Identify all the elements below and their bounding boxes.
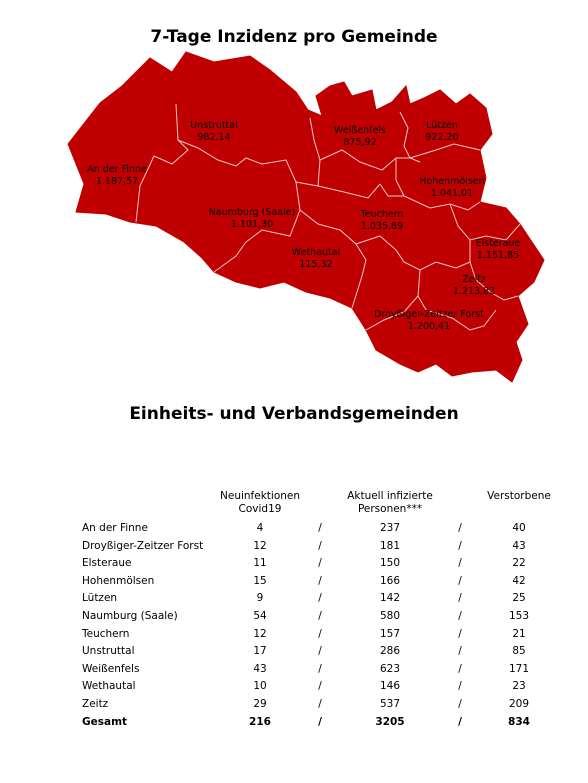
table-row (82, 520, 558, 538)
separator: / (458, 627, 462, 640)
separator: / (458, 574, 462, 587)
header-deaths (480, 490, 558, 516)
municipality-name: Droyßiger-Zeitzer Forst (82, 539, 204, 552)
separator: / (318, 574, 322, 587)
map-region-teuchern (360, 209, 404, 232)
municipality-name: An der Finne (82, 522, 148, 534)
new-infections-value: 9 (256, 592, 264, 605)
new-infections-value: 11 (253, 557, 267, 570)
separator: / (458, 539, 462, 552)
table-total-row (82, 714, 558, 732)
new-infections-value: 54 (253, 609, 267, 622)
deaths-value: 85 (512, 645, 526, 658)
table-row (82, 538, 558, 556)
active-infections-value: 286 (379, 645, 401, 658)
region-name: Droyßiger-Zeitzer Forst (374, 309, 484, 320)
separator: / (458, 697, 462, 710)
municipality-name: Lützen (82, 592, 118, 605)
header-municipality (82, 490, 220, 516)
table-row (82, 573, 558, 591)
separator: / (458, 609, 462, 622)
deaths-value: 23 (512, 680, 526, 693)
table-row (82, 626, 558, 644)
header-new-line2: Covid19 (238, 503, 282, 515)
deaths-value: 22 (512, 557, 526, 570)
table-row (82, 696, 558, 714)
separator: / (318, 645, 322, 658)
deaths-value: 42 (512, 574, 526, 587)
header-active-infections (340, 490, 440, 516)
region-name: Lützen (426, 120, 458, 131)
region-incidence-value: 1.213,82 (452, 286, 496, 297)
separator: / (318, 592, 322, 605)
new-infections-value: 12 (253, 627, 267, 640)
new-infections-value: 4 (256, 522, 264, 534)
deaths-value: 171 (508, 662, 530, 675)
municipality-name: Unstruttal (82, 645, 135, 658)
deaths-value: 25 (512, 592, 526, 605)
separator: / (458, 662, 462, 675)
table-row (82, 608, 558, 626)
municipality-name: Zeitz (82, 697, 109, 710)
new-infections-value: 216 (249, 715, 271, 728)
header-new-infections (220, 490, 300, 516)
region-name: Unstruttal (190, 120, 238, 131)
active-infections-value: 3205 (375, 715, 405, 728)
district-outline (68, 52, 544, 382)
table-title: Einheits- und Verbandsgemeinden (129, 404, 459, 424)
region-name: Weißenfels (334, 125, 386, 136)
region-name: Zeitz (462, 274, 486, 285)
separator: / (318, 697, 322, 710)
header-new-line1: Neuinfektionen (220, 490, 301, 502)
region-name: Teuchern (360, 209, 404, 220)
region-incidence-value: 1.151,85 (476, 250, 520, 261)
municipality-name: Elsteraue (82, 557, 132, 570)
municipality-name: Naumburg (Saale) (82, 609, 178, 622)
new-infections-value: 10 (253, 680, 267, 693)
deaths-value: 21 (512, 627, 526, 640)
deaths-value: 40 (512, 522, 526, 534)
new-infections-value: 12 (253, 539, 267, 552)
table-row (82, 555, 558, 573)
table-row (82, 643, 558, 661)
table-header-row (82, 490, 558, 516)
region-name: Hohenmölsen (419, 176, 485, 187)
new-infections-value: 43 (253, 662, 267, 675)
deaths-value: 834 (508, 715, 530, 728)
region-incidence-value: 115,32 (299, 259, 333, 270)
separator: / (318, 627, 322, 640)
table-row (82, 590, 558, 608)
region-name: An der Finne (87, 164, 147, 175)
region-incidence-value: 875,92 (343, 137, 377, 148)
active-infections-value: 537 (379, 697, 401, 710)
separator: / (458, 680, 462, 693)
region-incidence-value: 1.101,30 (230, 219, 274, 230)
map-region-an-der-finne (87, 164, 147, 187)
separator: / (318, 539, 322, 552)
separator: / (458, 522, 462, 534)
separator: / (318, 557, 322, 570)
active-infections-value: 150 (379, 557, 401, 570)
separator: / (458, 645, 462, 658)
region-incidence-value: 1.187,57 (95, 176, 139, 187)
separator: / (318, 609, 322, 622)
new-infections-value: 29 (253, 697, 267, 710)
map-title: 7-Tage Inzidenz pro Gemeinde (150, 27, 438, 47)
active-infections-value: 580 (379, 609, 401, 622)
map-region-lützen (425, 120, 458, 143)
map-region-elsteraue (476, 238, 521, 261)
new-infections-value: 15 (253, 574, 267, 587)
municipality-name: Weißenfels (82, 662, 140, 675)
new-infections-value: 17 (253, 645, 267, 658)
active-infections-value: 157 (379, 627, 401, 640)
municipality-table (82, 490, 558, 731)
active-infections-value: 181 (379, 539, 401, 552)
region-name: Wethautal (291, 247, 341, 258)
municipality-name: Wethautal (82, 680, 136, 693)
header-deaths-label: Verstorbene (487, 490, 551, 502)
region-incidence-value: 1.035,89 (360, 221, 404, 232)
region-incidence-value: 982,14 (197, 132, 231, 143)
separator: / (318, 662, 322, 675)
deaths-value: 43 (512, 539, 526, 552)
header-sep-1 (300, 490, 340, 516)
separator: / (458, 592, 462, 605)
separator: / (458, 557, 462, 570)
region-name: Elsteraue (475, 238, 521, 249)
separator: / (318, 522, 322, 534)
region-incidence-value: 1.200,41 (407, 321, 451, 332)
separator: / (458, 715, 462, 728)
region-name: Naumburg (Saale) (208, 207, 296, 218)
municipality-name: Teuchern (82, 627, 130, 640)
municipality-name: Hohenmölsen (82, 574, 155, 587)
separator: / (318, 680, 322, 693)
table-row (82, 678, 558, 696)
separator: / (318, 715, 322, 728)
deaths-value: 209 (508, 697, 530, 710)
active-infections-value: 237 (379, 522, 401, 534)
active-infections-value: 623 (379, 662, 401, 675)
municipality-name: Gesamt (82, 715, 128, 728)
deaths-value: 153 (508, 609, 530, 622)
region-incidence-value: 922,20 (425, 132, 459, 143)
region-incidence-value: 1.041,01 (430, 188, 474, 199)
header-active-line1: Aktuell infizierte (347, 490, 433, 502)
header-sep-2 (440, 490, 480, 516)
header-active-line2: Personen*** (357, 503, 423, 515)
active-infections-value: 146 (379, 680, 401, 693)
active-infections-value: 142 (379, 592, 401, 605)
active-infections-value: 166 (379, 574, 401, 587)
table-row (82, 661, 558, 679)
